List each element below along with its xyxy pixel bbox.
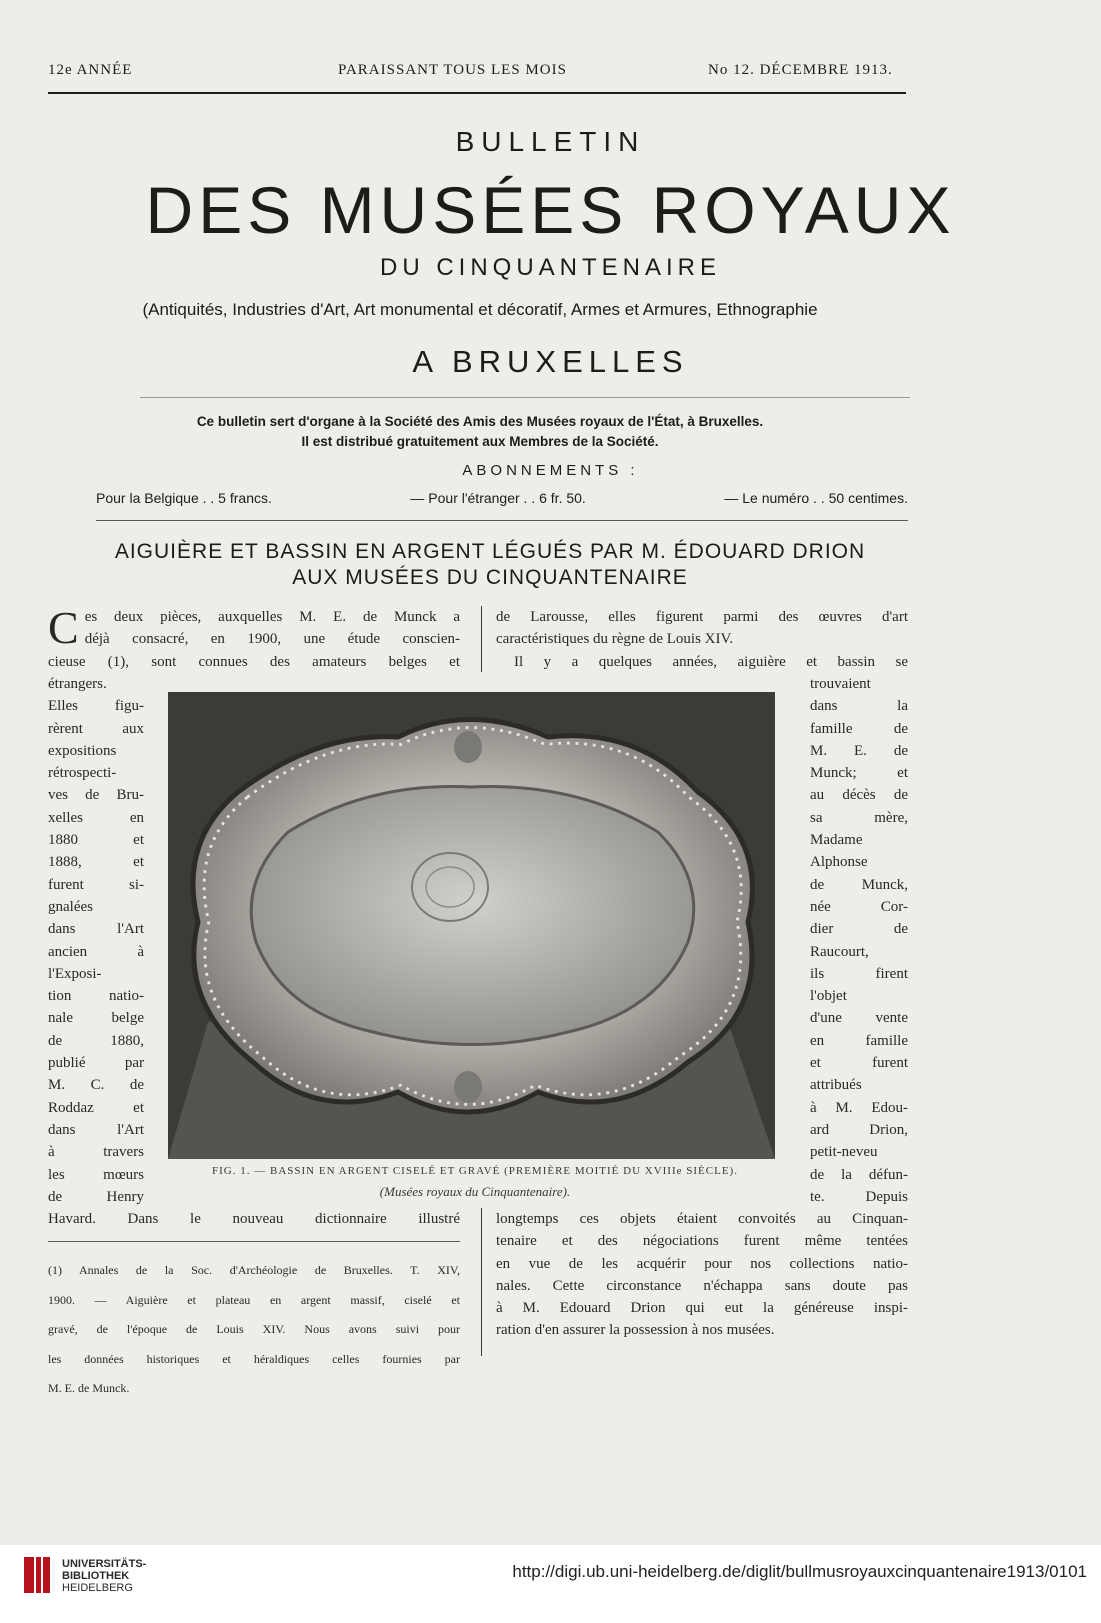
left-column-top bbox=[48, 602, 460, 673]
text-line: de la défun- bbox=[810, 1166, 908, 1183]
text-line: 1888, et bbox=[48, 854, 144, 871]
silver-basin-illustration bbox=[168, 692, 775, 1159]
library-logo-icon bbox=[22, 1555, 52, 1595]
text-line: ils firent bbox=[810, 965, 908, 982]
library-footer bbox=[0, 1545, 1101, 1623]
text-line: ard Drion, bbox=[810, 1121, 908, 1138]
text-line: d'une vente bbox=[810, 1010, 908, 1027]
text-line: rèrent aux bbox=[48, 720, 144, 737]
figure-plate bbox=[168, 692, 775, 1159]
article-title-line-2: AUX MUSÉES DU CINQUANTENAIRE bbox=[292, 566, 688, 589]
library-name-line-1: UNIVERSITÄTS- bbox=[62, 1558, 147, 1570]
text-line: Alphonse bbox=[810, 854, 868, 871]
text-line: dans la bbox=[810, 698, 908, 715]
text-line: en vue de les acquérir pour nos collections natio- bbox=[496, 1255, 908, 1272]
right-column-continued bbox=[496, 1208, 908, 1342]
text-line: xelles en bbox=[48, 809, 144, 826]
text-line: es deux pièces, auxquelles M. E. de Munck a bbox=[84, 609, 460, 625]
text-line: attribués bbox=[810, 1077, 862, 1094]
footnote-rule bbox=[48, 1241, 460, 1242]
source-url-link[interactable]: http://digi.ub.uni-heidelberg.de/diglit/bullmusroyauxcinquantenaire1913/0101 bbox=[512, 1562, 1087, 1581]
text-line: étrangers. bbox=[48, 676, 107, 692]
text-line: trouvaient bbox=[810, 676, 871, 692]
text-line: furent si- bbox=[48, 876, 144, 893]
price-etranger: — Pour l'étranger . . 6 fr. 50. bbox=[410, 490, 586, 506]
text-line: caractéristiques du règne de Louis XIV. bbox=[496, 631, 734, 648]
left-column-continued: Havard. Dans le nouveau dictionnaire illustré bbox=[48, 1211, 460, 1227]
text-line: l'objet bbox=[810, 988, 847, 1005]
text-line: longtemps ces objets étaient convoités au Cinquan- bbox=[496, 1211, 908, 1227]
text-line: 1880 et bbox=[48, 832, 144, 849]
text-line: gravé, de l'époque de Louis XIV. Nous avons suivi pour bbox=[48, 1322, 460, 1336]
library-name-line-3: HEIDELBERG bbox=[62, 1582, 133, 1594]
right-narrow-column bbox=[810, 673, 908, 1208]
text-line: ancien à bbox=[48, 943, 144, 960]
text-line: gnalées bbox=[48, 898, 93, 915]
volume-label: 12e ANNÉE bbox=[48, 62, 133, 78]
text-line: de 1880, bbox=[48, 1032, 144, 1049]
text-line: ves de Bru- bbox=[48, 787, 144, 804]
text-line: Roddaz et bbox=[48, 1099, 144, 1116]
text-line: et furent bbox=[810, 1055, 908, 1072]
header-rule bbox=[48, 92, 906, 94]
masthead-title: DES MUSÉES ROYAUX bbox=[145, 173, 956, 247]
text-line: 1900. — Aiguière et plateau en argent massif, ciselé et bbox=[48, 1292, 460, 1307]
price-belgique: Pour la Belgique . . 5 francs. bbox=[96, 490, 272, 506]
text-line: tenaire et des négociations furent même tentées bbox=[496, 1233, 908, 1250]
text-line: M. C. de bbox=[48, 1077, 144, 1094]
masthead-bulletin: BULLETIN bbox=[455, 126, 646, 157]
right-column-top bbox=[496, 606, 908, 673]
rim-medallion bbox=[454, 1071, 482, 1103]
text-line: petit-neveu bbox=[810, 1144, 878, 1161]
figure-caption: FIG. 1. — BASSIN EN ARGENT CISELÉ ET GRAVÉ (PREMIÈRE MOITIÉ DU XVIIIe SIÈCLE). bbox=[212, 1165, 738, 1177]
masthead-sections: (Antiquités, Industries d'Art, Art monumental et décoratif, Armes et Armures, Ethnographie bbox=[142, 300, 818, 319]
text-line: à travers bbox=[48, 1144, 144, 1161]
text-line: à M. Edou- bbox=[810, 1099, 908, 1116]
text-line: Munck; et bbox=[810, 765, 908, 782]
text-line: Elles figu- bbox=[48, 698, 144, 715]
notice-line-1: Ce bulletin sert d'organe à la Société des Amis des Musées royaux de l'État, à Bruxelles. bbox=[196, 414, 764, 429]
text-line: les données historiques et héraldiques celles fournies par bbox=[48, 1351, 460, 1366]
column-rule bbox=[481, 1208, 482, 1356]
left-narrow-column bbox=[48, 673, 144, 1208]
text-line: Raucourt, bbox=[810, 943, 869, 960]
text-line: dans l'Art bbox=[48, 921, 144, 938]
text-line: ration d'en assurer la possession à nos musées. bbox=[496, 1322, 775, 1339]
text-line: sa mère, bbox=[810, 809, 908, 826]
masthead-subtitle: DU CINQUANTENAIRE bbox=[379, 254, 722, 281]
text-line: publié par bbox=[48, 1055, 144, 1072]
article-title-line-1: AIGUIÈRE ET BASSIN EN ARGENT LÉGUÉS PAR M. ÉDOUARD DRION bbox=[114, 540, 866, 563]
footnote bbox=[48, 1250, 460, 1410]
text-line: nale belge bbox=[48, 1010, 144, 1027]
text-line: M. E. de bbox=[810, 742, 908, 759]
drop-cap: C bbox=[48, 602, 79, 653]
text-line: de Larousse, elles figurent parmi des œuvres d'art bbox=[496, 609, 908, 625]
text-line: au décès de bbox=[810, 787, 908, 804]
text-line: dier de bbox=[810, 921, 908, 938]
text-line: tion natio- bbox=[48, 988, 144, 1005]
abonnements-heading: ABONNEMENTS : bbox=[462, 462, 639, 479]
text-line: déjà consacré, en 1900, une étude conscien- bbox=[84, 631, 460, 648]
text-line: en famille bbox=[810, 1032, 908, 1049]
frequency-label: PARAISSANT TOUS LES MOIS bbox=[338, 62, 567, 78]
text-line: de Henry bbox=[48, 1188, 144, 1205]
library-name-line-2: BIBLIOTHEK bbox=[62, 1570, 130, 1582]
divider bbox=[96, 520, 908, 521]
text-line: de Munck, bbox=[810, 876, 908, 893]
notice-line-2: Il est distribué gratuitement aux Membres de la Société. bbox=[301, 434, 659, 449]
text-line: famille de bbox=[810, 720, 908, 737]
price-numero: — Le numéro . . 50 centimes. bbox=[724, 490, 908, 506]
text-line: dans l'Art bbox=[48, 1121, 144, 1138]
rim-medallion bbox=[454, 731, 482, 763]
text-line: expositions bbox=[48, 742, 117, 759]
text-line: nales. Cette circonstance n'échappa sans doute pas bbox=[496, 1277, 908, 1294]
figure-credit: (Musées royaux du Cinquantenaire). bbox=[379, 1184, 571, 1199]
text-line: Madame bbox=[810, 832, 863, 849]
text-line: rétrospecti- bbox=[48, 765, 117, 782]
text-line: née Cor- bbox=[810, 898, 908, 915]
issue-label: No 12. DÉCEMBRE 1913. bbox=[708, 62, 893, 78]
text-line: à M. Edouard Drion qui eut la généreuse inspi- bbox=[496, 1300, 908, 1317]
text-line: l'Exposi- bbox=[48, 965, 102, 982]
text-line: (1) Annales de la Soc. d'Archéologie de Bruxelles. T. XIV, bbox=[48, 1263, 460, 1277]
text-line: cieuse (1), sont connues des amateurs belges et bbox=[48, 653, 460, 670]
subscription-prices bbox=[96, 490, 908, 506]
text-line: Il y a quelques années, aiguière et bassin se bbox=[514, 653, 908, 670]
text-line: te. Depuis bbox=[810, 1188, 908, 1205]
masthead-city: A BRUXELLES bbox=[412, 344, 689, 379]
text-line: M. E. de Munck. bbox=[48, 1381, 130, 1395]
text-line: les mœurs bbox=[48, 1166, 144, 1183]
column-rule bbox=[481, 606, 482, 672]
divider bbox=[140, 397, 910, 398]
